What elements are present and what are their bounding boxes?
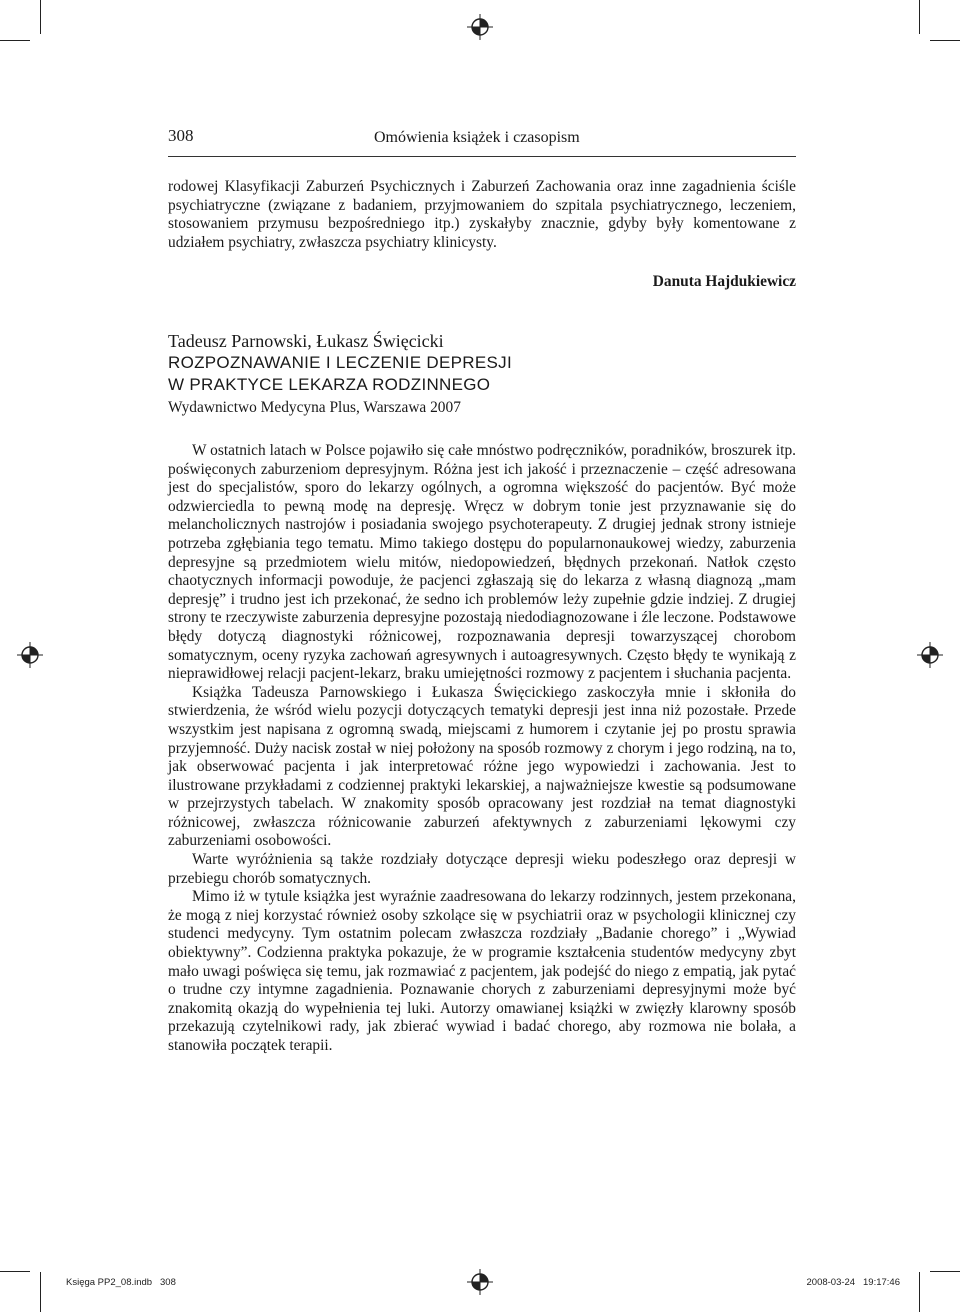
crop-mark-top-left-horizontal (0, 40, 30, 41)
previous-review-text (168, 178, 796, 252)
footer-file-label: Księga PP2_08.indb 308 (66, 1277, 176, 1288)
crop-mark-bottom-left-vertical (40, 1272, 41, 1312)
crop-mark-bottom-left-horizontal (0, 1271, 30, 1272)
registration-mark-bottom-icon (467, 1269, 493, 1295)
paragraph: Książka Tadeusza Parnowskiego i Łukasza Święcickiego zaskoczyła mnie i skłoniła do stwierdzenia, że wśród wielu pozycji dotyczących tematyki depresji jest inna niż pozostałe. Przede wszystkim jest napisana z ogromną swadą, miejscami z humorem i czytanie jej po prostu sprawia przyjemność. Duży nacisk został w niej położony na sposób rozmowy z chorym i jego rodziną, na to, jak obserwować pacjenta i jak interpretować różne jego wypowiedzi i zachowania. Jest to ilustrowane przykładami z codziennej praktyki lekarskiej, a najważniejsze kwestie są podsumowane w przejrzystych tabelach. W znakomity sposób opracowany jest rozdział na temat diagnostyki różnicowej, zwłaszcza różnicowanie zaburzeń afektywnych z zaburzeniami lękowymi czy zaburzeniami osobowości. (168, 683, 796, 850)
running-title: Omówienia książek i czasopism (374, 129, 580, 146)
crop-mark-top-right-vertical (919, 0, 920, 34)
crop-mark-top-left-vertical (40, 0, 41, 34)
running-header (168, 126, 796, 157)
book-authors: Tadeusz Parnowski, Łukasz Święcicki (168, 331, 444, 351)
review-signature: Danuta Hajdukiewicz (652, 273, 796, 290)
book-entry (168, 330, 796, 418)
crop-mark-top-right-horizontal (930, 40, 960, 41)
paragraph: Mimo iż w tytule książka jest wyraźnie zaadresowana do lekarzy rodzinnych, jestem przekonana, że mogą z niej korzystać również osoby szkolące się w psychiatrii oraz w psychologii klinicznej czy studenci medycyny. Tym ostatnim polecam zwłaszcza rozdziały „Badanie chorego” i „Wywiad obiektywny”. Codzienna praktyka pokazuje, że w programie kształcenia studentów medycyny zbyt mało uwagi poświęca się temu, jak rozmawiać z pacjentem, jak podejść do niego z empatią, jak pytać o trudne czy intymne zagadnienia. Poznawanie chorych z zaburzeniami depresyjnymi może być znakomitą okazją do wypełnienia tej luki. Autorzy omawianej książki w zwięzły klarowny sposób przekazują czytelnikowi rady, jak zbierać wywiad i badać chorego, aby rozmowa nie bolała, a stanowiła początek terapii. (168, 888, 796, 1054)
paragraph: Warte wyróżnienia są także rozdziały dotyczące depresji wieku podeszłego oraz depresji w przebiegu chorób somatycznych. (168, 851, 796, 887)
paragraph: W ostatnich latach w Polsce pojawiło się całe mnóstwo podręczników, poradników, broszurek itp. poświęconych zaburzeniom depresyjnym. Różna jest ich jakość i przeznaczenie – część adresowana jest do specjalistów, sporo do lekarzy ogólnych, a ogromna większość do pacjentów. Być może odzwierciedla to pewną modę na depresję. Wręcz w dobrym tonie jest przyznawanie się do melancholicznych nastrojów i posiadania swojego psychoterapeuty. Z drugiej jednak strony istnieje potrzeba zgłębiania tego tematu. Mimo takiego dostępu do popularnonaukowej wiedzy, zaburzenia depresyjne są przedmiotem wielu mitów, niedopowiedzeń, błędnych przekonań. Natłok często chaotycznych informacji powoduje, że pacjenci zgłaszają się do lekarza z własną diagnozą „mam depresję” i trudno jest ich przekonać, że sedno ich problemów leży zupełnie gdzie indziej. Z drugiej strony te rzeczywiste zaburzenia depresyjne pozostają niedodiagnozowane i źle leczone. Podstawowe błędy dotyczą diagnostyki różnicowej, rozpoznawania depresji towarzyszącej chorobom somatycznym, oceny ryzyka zachowań agresywnych i autoagresywnych. Często błędy te wynikają z nieprawidłowej relacji pacjent-lekarz, braku umiejętności rozmowy z pacjentem i słuchania pacjenta. (168, 442, 796, 683)
book-title-line-1: ROZPOZNAWANIE I LECZENIE DEPRESJI (168, 353, 512, 372)
footer-timestamp: 2008-03-24 19:17:46 (806, 1277, 900, 1288)
book-publisher: Wydawnictwo Medycyna Plus, Warszawa 2007 (168, 399, 461, 416)
book-title-line-2: W PRAKTYCE LEKARZA RODZINNEGO (168, 375, 491, 394)
review-body (168, 442, 796, 1056)
paragraph: rodowej Klasyfikacji Zaburzeń Psychicznych i Zaburzeń Zachowania oraz inne zagadnienia ściśle psychiatryczne (związane z badaniem, przyjmowaniem do szpitala psychiatrycznego, leczeniem, stosowaniem przymusu bezpośredniego itp.) zyskałyby znacznie, gdyby były komentowane z udziałem psychiatry, zwłaszcza psychiatry klinicysty. (168, 178, 796, 251)
page-number: 308 (168, 126, 194, 145)
crop-mark-bottom-right-horizontal (930, 1271, 960, 1272)
registration-mark-left-icon (17, 642, 43, 668)
registration-mark-right-icon (917, 642, 943, 668)
crop-mark-bottom-right-vertical (919, 1272, 920, 1312)
registration-mark-top-icon (467, 14, 493, 40)
